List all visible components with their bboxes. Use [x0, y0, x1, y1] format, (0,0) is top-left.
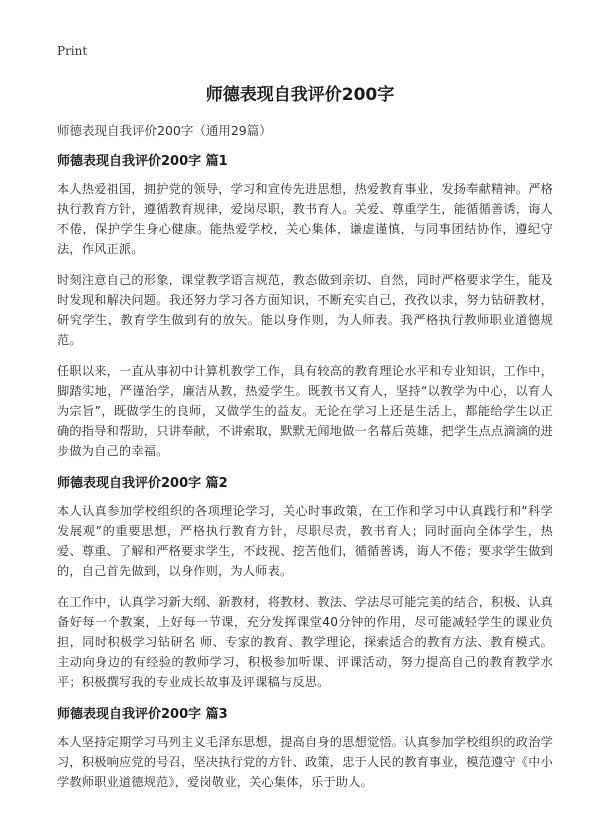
- paragraph: 本人认真参加学校组织的各项理论学习，关心时事政策，在工作和学习中认真践行和“科学发展观”的重要思想，严格执行教育方针，尽职尽责，教书育人；同时面向全体学生，热爱、尊重、了解和严格要求学生，不歧视、挖苦他们，循循善诱，诲人不倦；要求学生做到的，自己首先做到，以身作则，为人师表。: [57, 504, 553, 578]
- section-1: [57, 150, 553, 461]
- section-heading: 师德表现自我评价200字 篇1: [57, 154, 228, 169]
- page-subtitle: 师德表现自我评价200字（通用29篇）: [57, 123, 272, 138]
- section-3: [57, 703, 553, 792]
- section-2: [57, 472, 553, 692]
- paragraph: 本人坚持定期学习马列主义毛泽东思想，提高自身的思想觉悟。认真参加学校组织的政治学习，积极响应党的号召，坚决执行党的方针、政策，忠于人民的教育事业，模范遵守《中小学教师职业道德规范》，爱岗敬业，关心集体，乐于助人。: [57, 735, 553, 789]
- paragraph: 在工作中，认真学习新大纲、新教材，将教材、教法、学法尽可能完美的结合，积极、认真备好每一个教案，上好每一节课，充分发挥课堂40分钟的作用，尽可能减轻学生的课业负担，同时积极学习钻研名 师、专家的教育、教学理论，探索适合的教育方法、教育模式。主动向身边的有经验的教师学习，积极参加听课、评课活动，努力提高自己的教育教学水平；积极撰写我的专业成长故事及评课稿与反思。: [57, 595, 553, 689]
- paragraph: 任职以来，一直从事初中计算机教学工作，具有较高的教育理论水平和专业知识，工作中，脚踏实地，严谨治学，廉洁从教，热爱学生。既教书又育人，坚持“以教学为中心，以育人为宗旨”，既做学生的良师，又做学生的益友。无论在学习上还是生活上，都能给学生以正确的指导和帮助，只讲奉献，不讲索取，默默无闻地做一名幕后英雄，把学生点点滴滴的进步做为自己的幸福。: [57, 364, 553, 458]
- section-heading: 师德表现自我评价200字 篇2: [57, 476, 228, 491]
- paragraph: 时刻注意自己的形象，课堂教学语言规范，教态做到亲切、自然，同时严格要求学生，能及时发现和解决问题。我还努力学习各方面知识，不断充实自己，孜孜以求，努力钻研教材，研究学生，教育学生做到有的放矢。能以身作则，为人师表。我严格执行教师职业道德规范。: [57, 273, 553, 347]
- section-heading: 师德表现自我评价200字 篇3: [57, 707, 228, 722]
- print-label: Print: [57, 44, 88, 58]
- article-content: [57, 150, 553, 803]
- paragraph: 本人热爱祖国，拥护党的领导，学习和宣传先进思想，热爱教育事业，发扬奉献精神。严格执行教育方针，遵循教育规律，爱岗尽职，教书育人。关爱、尊重学生，能循循善诱，诲人不倦，保护学生身心健康。能热爱学校，关心集体，谦虚谨慎，与同事团结协作，遵纪守法，作风正派。: [57, 182, 553, 256]
- page-title: 师德表现自我评价200字: [205, 85, 395, 105]
